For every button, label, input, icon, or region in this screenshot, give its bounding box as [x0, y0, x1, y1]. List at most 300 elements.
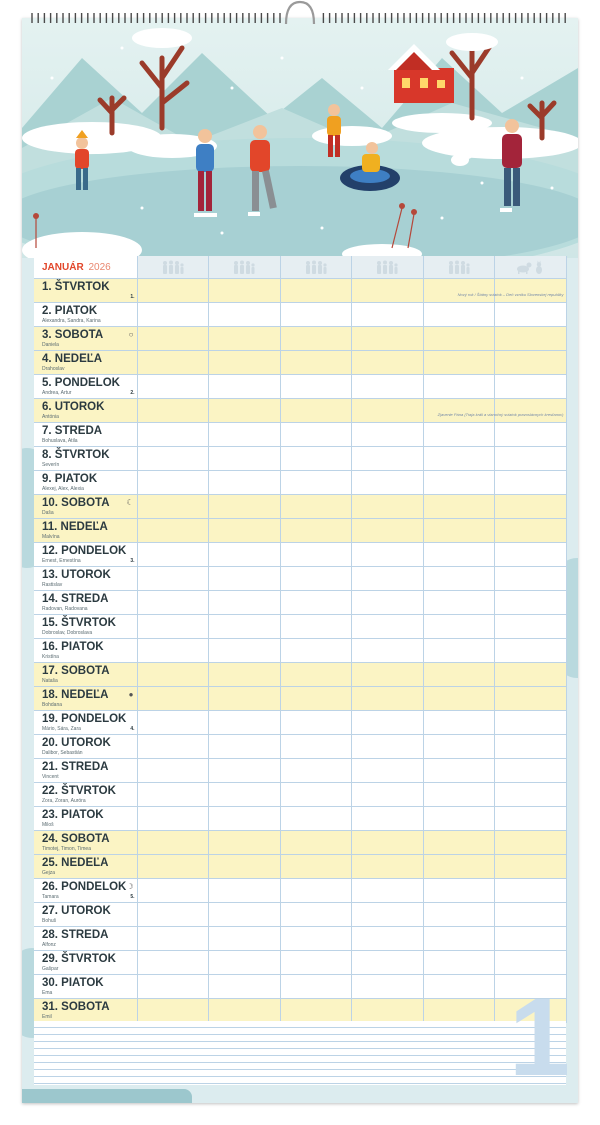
day-label-cell — [34, 879, 137, 903]
name-day: Bohuš — [42, 918, 57, 924]
day-row — [34, 639, 566, 663]
planner-cell[interactable] — [137, 807, 209, 831]
planner-cell[interactable] — [495, 807, 567, 831]
planner-cell[interactable] — [495, 711, 567, 735]
day-name: 15. ŠTVRTOK — [42, 617, 116, 629]
planner-cell[interactable] — [280, 303, 352, 327]
planner-cell[interactable] — [352, 519, 424, 543]
day-name: 31. SOBOTA — [42, 1001, 110, 1013]
planner-cell[interactable] — [209, 759, 281, 783]
planner-cell[interactable] — [423, 831, 495, 855]
planner-cell[interactable] — [423, 447, 495, 471]
planner-cell[interactable] — [352, 327, 424, 351]
day-label-cell — [34, 903, 137, 927]
planner-cell[interactable] — [137, 327, 209, 351]
planner-cell[interactable] — [209, 903, 281, 927]
name-day: Gejza — [42, 870, 56, 876]
day-name: 17. SOBOTA — [42, 665, 110, 677]
day-label-cell — [34, 303, 137, 327]
planner-cell[interactable] — [495, 591, 567, 615]
planner-cell[interactable] — [137, 471, 209, 495]
name-day: Malvína — [42, 534, 60, 540]
day-row — [34, 807, 566, 831]
planner-cell[interactable] — [137, 711, 209, 735]
planner-cell[interactable] — [352, 399, 424, 423]
day-name: 10. SOBOTA — [42, 497, 110, 509]
name-day: Severín — [42, 462, 60, 468]
day-label-cell — [34, 423, 137, 447]
week-number: 5. — [130, 894, 135, 900]
planner-cell[interactable] — [137, 615, 209, 639]
planner-cell[interactable] — [209, 927, 281, 951]
planner-cell[interactable] — [495, 735, 567, 759]
column-header — [495, 256, 567, 279]
planner-cell[interactable] — [137, 303, 209, 327]
planner-cell[interactable] — [423, 279, 495, 303]
day-name: 14. STREDA — [42, 593, 109, 605]
day-label-cell — [34, 543, 137, 567]
day-row — [34, 927, 566, 951]
planner-cell[interactable] — [352, 951, 424, 975]
planner-cell[interactable] — [423, 543, 495, 567]
planner-cell[interactable] — [352, 471, 424, 495]
name-day: Kristína — [42, 654, 59, 660]
winter-skating-illustration — [22, 18, 578, 258]
planner-cell[interactable] — [352, 663, 424, 687]
day-name: 20. UTOROK — [42, 737, 111, 749]
planner-cell[interactable] — [352, 783, 424, 807]
day-label-cell — [34, 447, 137, 471]
week-number: 1. — [130, 294, 135, 300]
planner-cell[interactable] — [423, 951, 495, 975]
planner-cell[interactable] — [137, 279, 209, 303]
day-label-cell — [34, 783, 137, 807]
planner-cell[interactable] — [280, 855, 352, 879]
name-day: Dalibor, Sebastián — [42, 750, 83, 756]
planner-cell[interactable] — [280, 735, 352, 759]
planner-cell[interactable] — [495, 951, 567, 975]
planner-cell[interactable] — [423, 687, 495, 711]
name-day: Alexej, Alex, Alexia — [42, 486, 84, 492]
planner-cell[interactable] — [209, 543, 281, 567]
day-name: 28. STREDA — [42, 929, 109, 941]
planner-cell[interactable] — [495, 663, 567, 687]
planner-cell[interactable] — [280, 423, 352, 447]
planner-cell[interactable] — [423, 759, 495, 783]
planner-cell[interactable] — [495, 423, 567, 447]
day-label-cell — [34, 567, 137, 591]
day-label-cell — [34, 375, 137, 399]
day-name: 23. PIATOK — [42, 809, 104, 821]
planner-cell[interactable] — [280, 279, 352, 303]
column-header — [209, 256, 281, 279]
planner-cell[interactable] — [137, 639, 209, 663]
planner-cell[interactable] — [352, 303, 424, 327]
planner-cell[interactable] — [209, 879, 281, 903]
planner-cell[interactable] — [209, 351, 281, 375]
day-row — [34, 759, 566, 783]
planner-cell[interactable] — [209, 783, 281, 807]
planner-cell[interactable] — [137, 855, 209, 879]
name-day: Emil — [42, 1014, 52, 1020]
day-row — [34, 543, 566, 567]
name-day: Tamara — [42, 894, 59, 900]
planner-cell[interactable] — [423, 591, 495, 615]
day-label-cell — [34, 951, 137, 975]
planner-cell[interactable] — [137, 423, 209, 447]
planner-cell[interactable] — [352, 423, 424, 447]
planner-cell[interactable] — [495, 615, 567, 639]
planner-cell[interactable] — [280, 975, 352, 999]
day-row — [34, 591, 566, 615]
planner-cell[interactable] — [280, 375, 352, 399]
planner-cell[interactable] — [352, 591, 424, 615]
planner-cell[interactable] — [495, 351, 567, 375]
planner-cell[interactable] — [352, 879, 424, 903]
week-number: 2. — [130, 390, 135, 396]
planner-cell[interactable] — [280, 951, 352, 975]
planner-cell[interactable] — [495, 519, 567, 543]
planner-cell[interactable] — [209, 591, 281, 615]
planner-cell[interactable] — [495, 639, 567, 663]
planner-cell[interactable] — [352, 975, 424, 999]
planner-cell[interactable] — [423, 471, 495, 495]
week-number: 4. — [130, 726, 135, 732]
planner-cell[interactable] — [280, 327, 352, 351]
planner-cell[interactable] — [280, 471, 352, 495]
day-name: 30. PIATOK — [42, 977, 104, 989]
day-label-cell — [34, 639, 137, 663]
name-day: Miloš — [42, 822, 54, 828]
day-name: 19. PONDELOK — [42, 713, 127, 725]
planner-cell[interactable] — [209, 735, 281, 759]
planner-cell[interactable] — [423, 711, 495, 735]
footer-bar — [22, 1089, 192, 1103]
planner-cell[interactable] — [209, 855, 281, 879]
planner-cell[interactable] — [137, 759, 209, 783]
planner-cell[interactable] — [137, 399, 209, 423]
day-row — [34, 399, 566, 423]
planner-cell[interactable] — [137, 735, 209, 759]
planner-cell[interactable] — [280, 687, 352, 711]
day-row — [34, 663, 566, 687]
planner-cell[interactable] — [280, 567, 352, 591]
planner-cell[interactable] — [495, 471, 567, 495]
planner-cell[interactable] — [352, 615, 424, 639]
planner-cell[interactable] — [209, 807, 281, 831]
planner-cell[interactable] — [280, 927, 352, 951]
day-label-cell — [34, 831, 137, 855]
planner-cell[interactable] — [209, 519, 281, 543]
name-day: Antónia — [42, 414, 59, 420]
planner-cell[interactable] — [137, 519, 209, 543]
day-row — [34, 903, 566, 927]
planner-cell[interactable] — [137, 543, 209, 567]
planner-cell[interactable] — [209, 423, 281, 447]
planner-cell[interactable] — [137, 663, 209, 687]
planner-cell[interactable] — [280, 591, 352, 615]
day-name: 25. NEDEĽA — [42, 857, 109, 869]
day-label-cell — [34, 591, 137, 615]
day-name: 29. ŠTVRTOK — [42, 953, 116, 965]
planner-cell[interactable] — [209, 279, 281, 303]
planner-cell[interactable] — [352, 279, 424, 303]
planner-cell[interactable] — [137, 927, 209, 951]
name-day: Bohdana — [42, 702, 63, 708]
planner-cell[interactable] — [137, 951, 209, 975]
day-name: 22. ŠTVRTOK — [42, 785, 116, 797]
name-day: Rastislav — [42, 582, 63, 588]
planner-cell[interactable] — [352, 831, 424, 855]
family-icon — [160, 260, 186, 274]
planner-cell[interactable] — [423, 519, 495, 543]
planner-cell[interactable] — [209, 447, 281, 471]
planner-cell[interactable] — [352, 375, 424, 399]
planner-cell[interactable] — [437, 399, 567, 423]
planner-cell[interactable] — [423, 351, 495, 375]
planner-cell[interactable] — [280, 663, 352, 687]
planner-cell[interactable] — [137, 879, 209, 903]
planner-cell[interactable] — [352, 759, 424, 783]
planner-cell[interactable] — [423, 927, 495, 951]
day-row — [34, 567, 566, 591]
planner-cell[interactable] — [209, 375, 281, 399]
day-row — [34, 303, 566, 327]
day-name: 9. PIATOK — [42, 473, 98, 485]
planner-cell[interactable] — [495, 831, 567, 855]
planner-cell[interactable] — [137, 687, 209, 711]
planner-cell[interactable] — [209, 831, 281, 855]
planner-cell[interactable] — [209, 399, 281, 423]
planner-cell[interactable] — [280, 999, 352, 1023]
column-header — [137, 256, 209, 279]
name-day: Nataša — [42, 678, 58, 684]
planner-cell[interactable] — [280, 639, 352, 663]
day-name: 12. PONDELOK — [42, 545, 127, 557]
planner-cell[interactable] — [495, 927, 567, 951]
planner-cell[interactable] — [495, 855, 567, 879]
day-name: 6. UTOROK — [42, 401, 105, 413]
day-name: 21. STREDA — [42, 761, 109, 773]
planner-cell[interactable] — [495, 543, 567, 567]
planner-cell[interactable] — [280, 831, 352, 855]
planner-cell[interactable] — [423, 639, 495, 663]
planner-cell[interactable] — [423, 903, 495, 927]
day-label-cell — [34, 351, 137, 375]
planner-cell[interactable] — [423, 375, 495, 399]
moon-phase-icon: ○ — [128, 330, 134, 339]
day-row — [34, 375, 566, 399]
day-name: 3. SOBOTA — [42, 329, 104, 341]
day-row — [34, 999, 566, 1023]
planner-cell[interactable] — [352, 687, 424, 711]
planner-cell[interactable] — [137, 447, 209, 471]
planner-cell[interactable] — [209, 615, 281, 639]
planner-cell[interactable] — [280, 615, 352, 639]
planner-cell[interactable] — [495, 375, 567, 399]
day-row — [34, 855, 566, 879]
planner-cell[interactable] — [280, 399, 352, 423]
name-day: Zora, Zoran, Auróra — [42, 798, 86, 804]
day-row — [34, 351, 566, 375]
planner-cell[interactable] — [280, 879, 352, 903]
day-name: 13. UTOROK — [42, 569, 111, 581]
planner-cell[interactable] — [495, 303, 567, 327]
day-row — [34, 975, 566, 999]
hanger-hook — [283, 0, 317, 26]
planner-cell[interactable] — [423, 783, 495, 807]
day-label-cell — [34, 999, 137, 1023]
day-row — [34, 951, 566, 975]
planner-cell[interactable] — [280, 495, 352, 519]
planner-cell[interactable] — [495, 879, 567, 903]
planner-cell[interactable] — [495, 567, 567, 591]
day-name: 11. NEDEĽA — [42, 521, 108, 533]
planner-cell[interactable] — [423, 495, 495, 519]
planner-cell[interactable] — [423, 879, 495, 903]
planner-cell[interactable] — [137, 351, 209, 375]
planner-cell[interactable] — [280, 519, 352, 543]
planner-cell[interactable] — [280, 759, 352, 783]
day-label-cell — [34, 711, 137, 735]
day-label-cell — [34, 759, 137, 783]
day-label-cell — [34, 927, 137, 951]
planner-cell[interactable] — [423, 615, 495, 639]
name-day: Drahoslav — [42, 366, 65, 372]
planner-cell[interactable] — [352, 807, 424, 831]
calendar-sheet — [22, 18, 578, 1103]
planner-cell[interactable] — [209, 663, 281, 687]
planner-cell[interactable] — [423, 303, 495, 327]
planner-cell[interactable] — [495, 327, 567, 351]
planner-cell[interactable] — [280, 447, 352, 471]
planner-cell[interactable] — [352, 543, 424, 567]
planner-cell[interactable] — [280, 711, 352, 735]
planner-cell[interactable] — [423, 663, 495, 687]
planner-cell[interactable] — [137, 495, 209, 519]
planner-cell[interactable] — [495, 903, 567, 927]
day-label-cell — [34, 519, 137, 543]
planner-cell[interactable] — [209, 687, 281, 711]
moon-phase-icon: ☽ — [126, 882, 134, 891]
day-row — [34, 471, 566, 495]
planner-cell[interactable] — [352, 927, 424, 951]
year: 2026 — [88, 261, 111, 273]
planner-cell[interactable] — [137, 783, 209, 807]
planner-cell[interactable] — [423, 423, 495, 447]
planner-cell[interactable] — [137, 831, 209, 855]
planner-cell[interactable] — [137, 999, 209, 1023]
planner-cell[interactable] — [209, 327, 281, 351]
day-name: 7. STREDA — [42, 425, 103, 437]
day-label-cell — [34, 687, 137, 711]
planner-cell[interactable] — [352, 639, 424, 663]
planner-cell[interactable] — [457, 279, 567, 303]
planner-cell[interactable] — [495, 783, 567, 807]
planner-cell[interactable] — [209, 975, 281, 999]
planner-cell[interactable] — [352, 567, 424, 591]
family-icon — [303, 260, 329, 274]
planner-cell[interactable] — [209, 711, 281, 735]
planner-cell[interactable] — [209, 495, 281, 519]
planner-cell[interactable] — [137, 375, 209, 399]
pets-icon — [515, 260, 545, 274]
name-day: Alfonz — [42, 942, 56, 948]
week-number: 3. — [130, 558, 135, 564]
planner-cell[interactable] — [209, 303, 281, 327]
day-name: 27. UTOROK — [42, 905, 111, 917]
planner-cell[interactable] — [352, 495, 424, 519]
column-header — [352, 256, 424, 279]
day-name: 24. SOBOTA — [42, 833, 110, 845]
month-heading — [34, 256, 137, 279]
planner-cell[interactable] — [352, 447, 424, 471]
planner-cell[interactable] — [352, 855, 424, 879]
planner-cell[interactable] — [137, 591, 209, 615]
planner-cell[interactable] — [423, 735, 495, 759]
planner-cell[interactable] — [280, 543, 352, 567]
planner-cell[interactable] — [352, 711, 424, 735]
planner-cell[interactable] — [352, 351, 424, 375]
planner-cell[interactable] — [209, 639, 281, 663]
planner-cell[interactable] — [352, 735, 424, 759]
planner-cell[interactable] — [495, 759, 567, 783]
planner-cell[interactable] — [423, 327, 495, 351]
holiday-note: Nový rok / Štátny sviatok – Deň vzniku Slovenskej republiky — [457, 292, 564, 297]
notes-area[interactable] — [34, 1021, 566, 1085]
planner-cell[interactable] — [495, 687, 567, 711]
planner-cell[interactable] — [423, 807, 495, 831]
day-row — [34, 711, 566, 735]
name-day: Ema — [42, 990, 53, 996]
header-row — [34, 256, 566, 279]
planner-cell[interactable] — [280, 903, 352, 927]
day-label-cell — [34, 975, 137, 999]
day-name: 2. PIATOK — [42, 305, 98, 317]
name-day: Alexandra, Sandra, Karina — [42, 318, 101, 324]
planner-cell[interactable] — [209, 567, 281, 591]
planner-cell[interactable] — [137, 903, 209, 927]
planner-cell[interactable] — [280, 783, 352, 807]
day-row — [34, 519, 566, 543]
planner-cell[interactable] — [137, 567, 209, 591]
planner-cell[interactable] — [352, 903, 424, 927]
name-day: Dobroslav, Dobroslava — [42, 630, 93, 636]
planner-cell[interactable] — [280, 351, 352, 375]
planner-cell[interactable] — [137, 975, 209, 999]
day-name: 26. PONDELOK — [42, 881, 127, 893]
day-row — [34, 735, 566, 759]
planner-cell[interactable] — [280, 807, 352, 831]
planner-cell[interactable] — [209, 471, 281, 495]
planner-cell[interactable] — [495, 447, 567, 471]
name-day: Timotej, Timon, Timea — [42, 846, 91, 852]
planner-cell[interactable] — [209, 951, 281, 975]
planner-cell[interactable] — [352, 999, 424, 1023]
day-row — [34, 879, 566, 903]
planner-cell[interactable] — [423, 567, 495, 591]
holiday-note: Zjavenie Pána (Traja králi a vianočný sviatok pravoslávnych kresťanov) — [437, 412, 564, 417]
planner-cell[interactable] — [423, 855, 495, 879]
planner-cell[interactable] — [423, 399, 495, 423]
planner-cell[interactable] — [495, 495, 567, 519]
planner-cell[interactable] — [209, 999, 281, 1023]
planner-cell[interactable] — [423, 999, 495, 1023]
planner-cell[interactable] — [423, 975, 495, 999]
day-name: 18. NEDEĽA — [42, 689, 109, 701]
day-name: 5. PONDELOK — [42, 377, 120, 389]
name-day: Daniela — [42, 342, 59, 348]
